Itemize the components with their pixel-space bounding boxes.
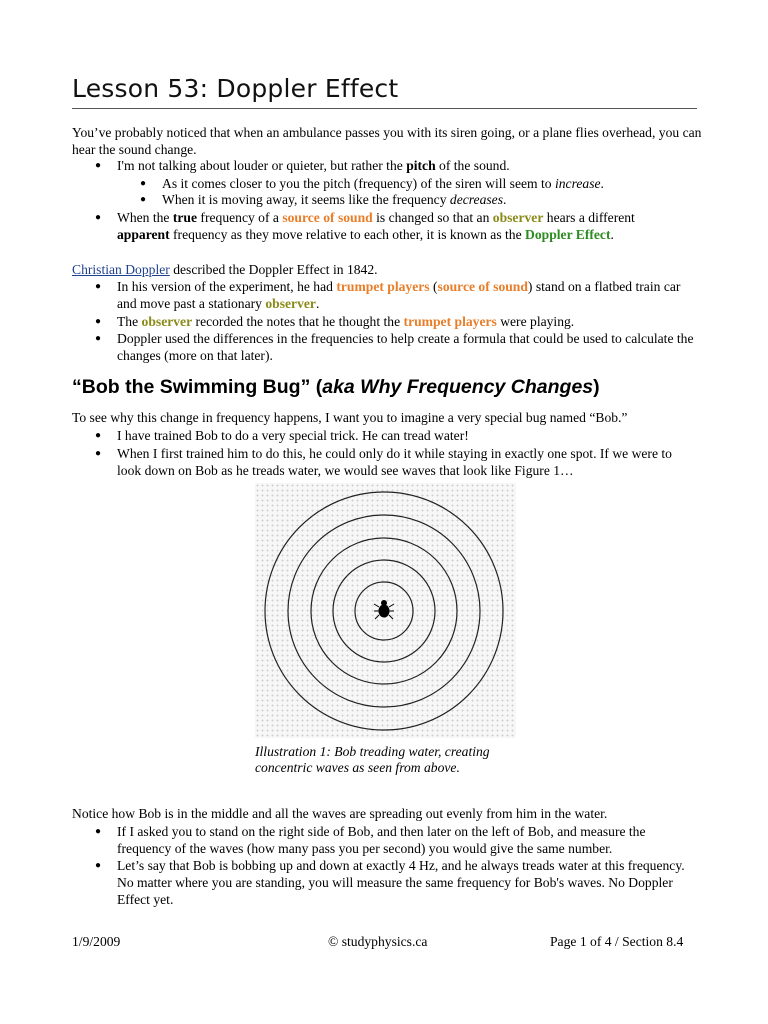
intro-paragraph: You’ve probably noticed that when an ambulance passes you with its siren going, or a plane flies overhead, you can hear the sound change. — [72, 125, 702, 157]
text: When the — [117, 210, 173, 225]
page-title: Lesson 53: Doppler Effect — [72, 74, 399, 103]
text: If I asked you to stand on the right side of Bob, and then later on the left of Bob, and measure the frequency of the waves (how many pass you per second) you would give the same number. — [117, 824, 646, 856]
bug-icon — [374, 601, 394, 620]
bullet-icon: ● — [95, 826, 102, 837]
term-trumpet-players: trumpet players — [336, 279, 430, 294]
text: I have trained Bob to do a very special trick. He can tread water! — [117, 428, 469, 443]
list-item — [140, 192, 700, 209]
text: hears a different — [543, 210, 635, 225]
paragraph-bob: To see why this change in frequency happens, I want you to imagine a very special bug named “Bob.” — [72, 410, 628, 425]
paragraph-notice: Notice how Bob is in the middle and all the waves are spreading out evenly from him in the water. — [72, 806, 608, 821]
term-trumpet-players: trumpet players — [403, 314, 497, 329]
text: . — [315, 295, 320, 311]
footer-copyright: © studyphysics.ca — [328, 934, 428, 949]
footer-page-number: Page 1 of 4 / Section 8.4 — [550, 934, 684, 949]
text: When I first trained him to do this, he could only do it while staying in exactly one spot. If we were to look down on Bob as he treads water, we would see waves that look like Figure 1… — [117, 446, 672, 478]
text: I'm not talking about louder or quieter, but rather the — [117, 158, 407, 173]
term-doppler-effect: Doppler Effect — [525, 226, 611, 242]
list-item — [95, 314, 695, 331]
list-item — [95, 331, 695, 365]
text: frequency of a — [197, 210, 283, 225]
paragraph-doppler — [72, 262, 702, 279]
text: “Bob the Swimming Bug” ( — [72, 376, 323, 398]
section-heading — [72, 376, 600, 399]
text: In his version of the experiment, he had — [117, 279, 337, 294]
bullet-icon: ● — [95, 316, 102, 327]
text: . — [610, 226, 614, 242]
term-source-of-sound: source of sound — [437, 279, 528, 294]
list-item — [95, 446, 695, 480]
figure-bob-waves — [255, 483, 516, 738]
text: described the Doppler Effect in 1842. — [169, 262, 378, 277]
bullet-icon: ● — [95, 281, 102, 292]
text: of the sound. — [435, 158, 510, 173]
bullet-icon: ● — [95, 430, 102, 441]
bullet-icon: ● — [95, 160, 102, 171]
text: ) stand on a flatbed train car and move past a stationary — [117, 279, 681, 311]
bullet-icon: ● — [95, 333, 102, 344]
term-observer: observer — [141, 314, 193, 329]
text: is changed so that an — [372, 210, 493, 225]
list-item — [140, 176, 700, 193]
title-rule — [72, 108, 697, 109]
text-bold: pitch — [406, 158, 436, 173]
list-item — [95, 158, 695, 175]
text: . — [600, 176, 604, 191]
bullet-icon: ● — [140, 178, 147, 189]
text: ) — [593, 376, 600, 398]
text: When it is moving away, it seems like the frequency — [162, 192, 450, 207]
text-italic: decreases — [449, 192, 503, 207]
term-observer: observer — [265, 295, 316, 311]
text: The — [117, 314, 142, 329]
text: ( — [429, 279, 438, 294]
footer-date: 1/9/2009 — [72, 934, 121, 949]
text: Doppler used the differences in the frequencies to help create a formula that could be used to calculate the changes (more on that later). — [117, 331, 694, 363]
list-item — [95, 279, 695, 313]
list-item — [95, 428, 695, 445]
text: . — [503, 192, 507, 207]
text: recorded the notes that he thought the — [192, 314, 404, 329]
text: were playing. — [496, 314, 575, 329]
term-source-of-sound: source of sound — [282, 210, 373, 225]
text-italic: aka Why Frequency Changes — [322, 376, 594, 398]
text-bold: apparent — [117, 226, 170, 242]
list-item — [95, 858, 695, 908]
bullet-icon: ● — [95, 212, 102, 223]
christian-doppler-link[interactable]: Christian Doppler — [72, 262, 170, 277]
bullet-icon: ● — [140, 194, 147, 205]
bullet-icon: ● — [95, 860, 102, 871]
text: As it comes closer to you the pitch (frequency) of the siren will seem to — [162, 176, 555, 191]
text-bold: true — [172, 210, 198, 225]
concentric-waves-diagram — [255, 483, 516, 738]
list-item — [95, 824, 695, 858]
text: frequency as they move relative to each other, it is known as the — [169, 226, 526, 242]
text: Let’s say that Bob is bobbing up and down at exactly 4 Hz, and he always treads water at this frequency. No matter where you are standing, you will measure the same frequency for Bob's waves. No Doppler Effect yet. — [117, 858, 685, 907]
text-italic: increase — [554, 176, 601, 191]
list-item — [95, 210, 695, 244]
term-observer: observer — [492, 210, 544, 225]
figure-caption: Illustration 1: Bob treading water, creating concentric waves as seen from above. — [255, 744, 490, 775]
bullet-icon: ● — [95, 448, 102, 459]
